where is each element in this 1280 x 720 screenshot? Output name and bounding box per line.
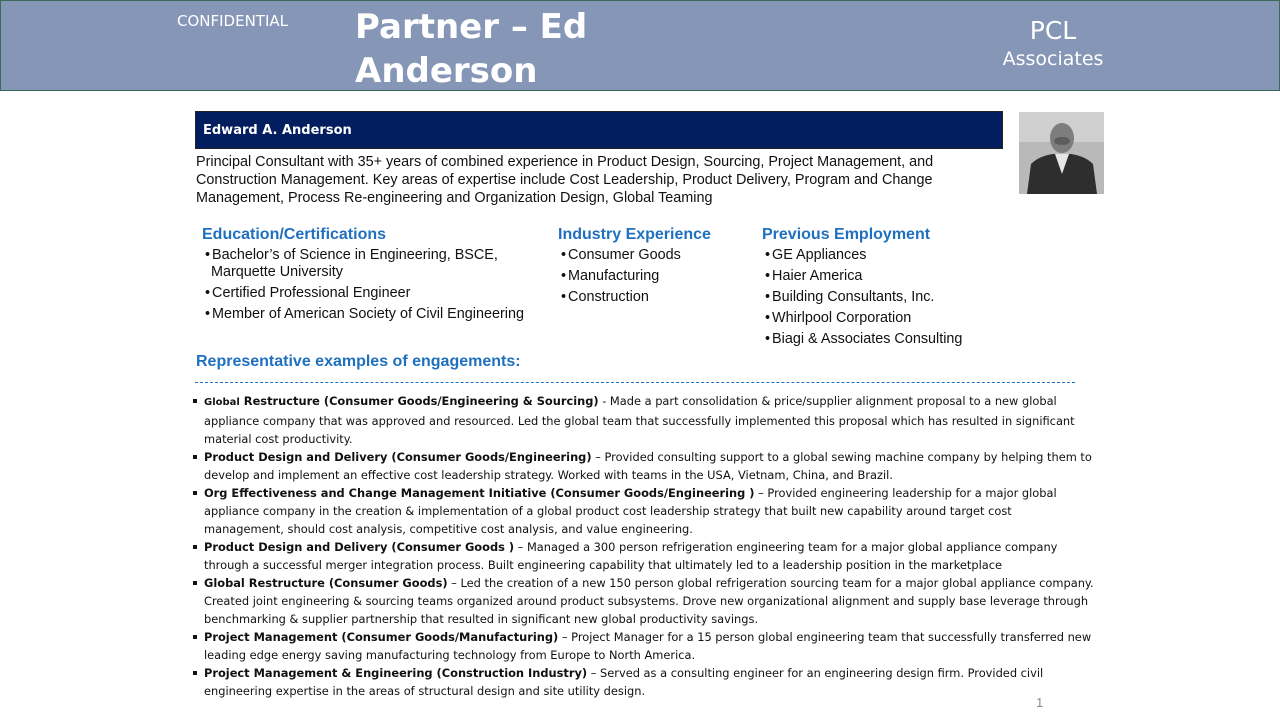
engagement-title: Product Design and Delivery (Consumer Goods/Engineering) [204, 450, 592, 464]
engagement-item [192, 484, 1094, 538]
list-item: • GE Appliances [762, 247, 1002, 264]
education-list [202, 247, 542, 323]
list-item: • Biagi & Associates Consulting [762, 331, 1002, 348]
engagements-heading: Representative examples of engagements: [196, 353, 521, 370]
industry-list [558, 247, 748, 306]
engagement-title: Global Restructure (Consumer Goods) [204, 576, 448, 590]
engagement-text: - Made a part consolidation & price/supplier alignment proposal to a new global appliance company that was approved and resourced. Led the global team that successfully implemented this proposal which has resulted in significant material cost productivity. [204, 394, 1075, 446]
profile-summary: Principal Consultant with 35+ years of combined experience in Product Design, Sourcing, Project Management, and Construction Management. Key areas of expertise include Cost Leadership, Product Delivery, Program and Change Management, Process Re-engineering and Organization Design, Global Teaming [196, 154, 934, 206]
engagement-title: Product Design and Delivery (Consumer Goods ) [204, 540, 515, 554]
engagement-title: Org Effectiveness and Change Management Initiative (Consumer Goods/Engineering ) [204, 486, 755, 500]
engagement-item [192, 574, 1094, 628]
list-item: • Manufacturing [558, 268, 748, 285]
engagement-item [192, 538, 1094, 574]
education-heading: Education/Certifications [202, 226, 387, 243]
page-number: 1 [1036, 695, 1044, 710]
engagement-text: – Served as a consulting engineer for an engineering design firm. Provided civil engineering expertise in the areas of structural design and site utility design. [204, 666, 1044, 698]
engagement-item [192, 392, 1094, 448]
engagement-title: Project Management & Engineering (Construction Industry) [204, 666, 588, 680]
employment-list [762, 247, 1002, 348]
profile-photo [1019, 112, 1104, 194]
industry-section [558, 226, 748, 310]
engagement-text: – Led the creation of a new 150 person global refrigeration sourcing team for a major global appliance company. Created joint engineering & sourcing teams organized around product subsystems. Drove new organizational alignment and supply base leverage through benchmarking & supplier partnership that resulted in significant new global productivity savings. [204, 576, 1094, 626]
header-banner [0, 0, 1280, 91]
person-name: Edward A. Anderson [203, 123, 352, 138]
engagement-text: – Managed a 300 person refrigeration engineering team for a major global appliance company through a successful merger integration process. Built engineering capability that ultimately led to a leadership position in the marketplace [204, 540, 1058, 572]
industry-heading: Industry Experience [558, 226, 711, 243]
engagement-title: Restructure (Consumer Goods/Engineering & Sourcing) [239, 394, 599, 408]
list-item: • Bachelor’s of Science in Engineering, BSCE, Marquette University [202, 247, 542, 281]
company-name [993, 15, 1113, 71]
confidential-label: CONFIDENTIAL [177, 12, 289, 30]
company-name-line2: Associates [1002, 48, 1104, 70]
employment-section [762, 226, 1002, 352]
engagement-title: Project Management (Consumer Goods/Manufacturing) [204, 630, 559, 644]
engagement-item [192, 628, 1094, 664]
engagement-item [192, 448, 1094, 484]
list-item: • Certified Professional Engineer [202, 285, 542, 302]
engagement-item [192, 664, 1094, 700]
engagement-text: – Project Manager for a 15 person global engineering team that successfully transferred new leading edge energy saving manufacturing technology from Europe to North America. [204, 630, 1092, 662]
list-item: • Member of American Society of Civil Engineering [202, 306, 542, 323]
list-item: • Whirlpool Corporation [762, 310, 1002, 327]
education-section [202, 226, 542, 327]
company-name-line1: PCL [1029, 16, 1077, 45]
section-divider [195, 382, 1075, 383]
list-item: • Consumer Goods [558, 247, 748, 264]
list-item: • Haier America [762, 268, 1002, 285]
engagement-text: – Provided engineering leadership for a major global appliance company in the creation & implementation of a global product cost leadership strategy that built new capability around target cost management, should cost analysis, competitive cost analysis, and value engineering. [204, 486, 1057, 536]
engagement-text: – Provided consulting support to a global sewing machine company by helping them to develop and implement an effective cost leadership strategy. Worked with teams in the USA, Vietnam, China, and Brazil. [204, 450, 1092, 482]
list-item: • Construction [558, 289, 748, 306]
engagements-list [192, 392, 1094, 700]
name-bar [195, 111, 1003, 149]
engagement-title-prefix: Global [204, 397, 240, 408]
page-title: Partner – Ed Anderson [355, 7, 588, 91]
employment-heading: Previous Employment [762, 226, 931, 243]
list-item: • Building Consultants, Inc. [762, 289, 1002, 306]
